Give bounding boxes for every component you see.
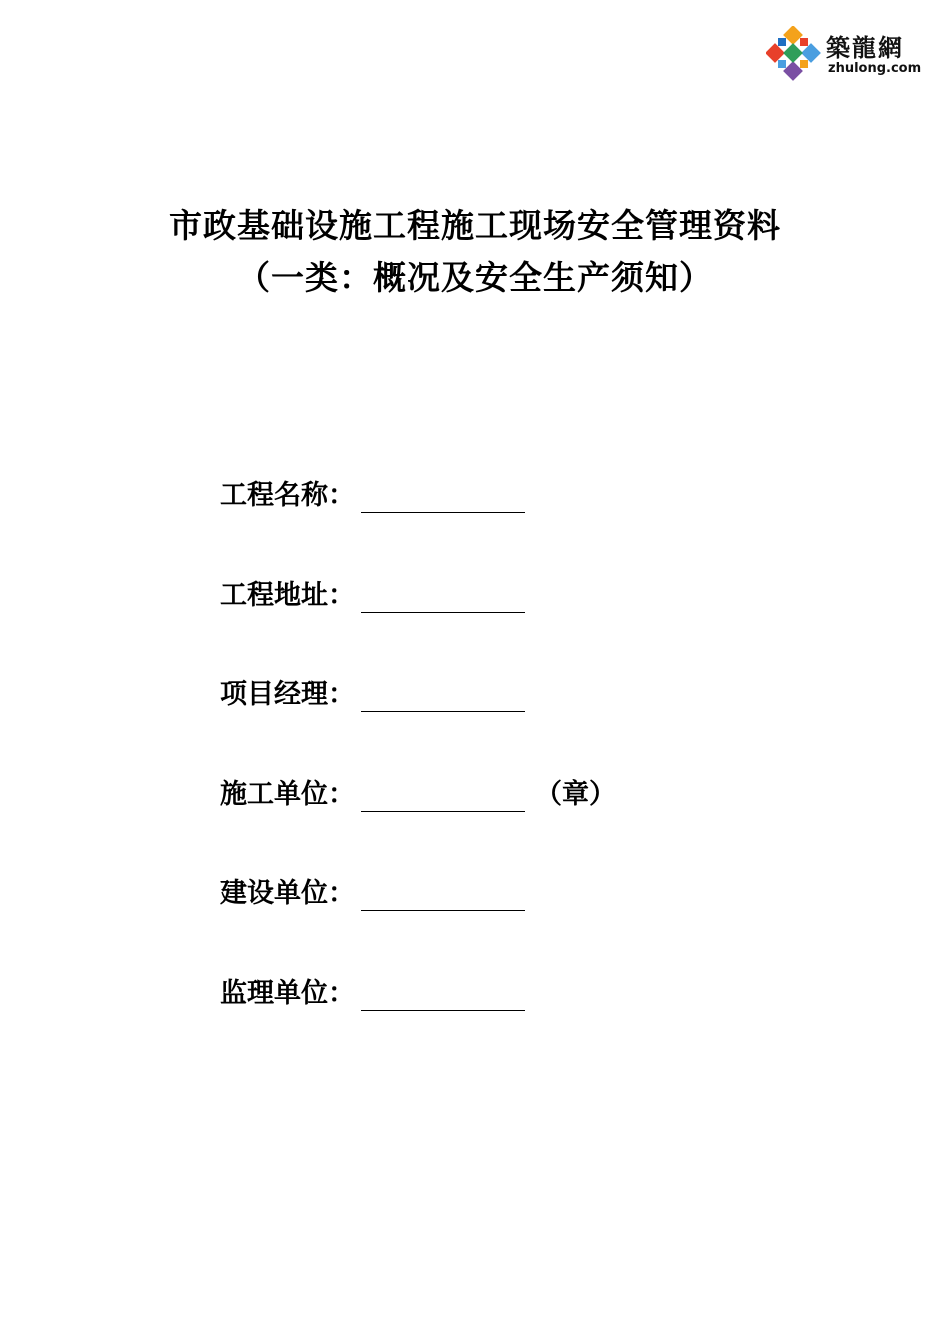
- document-subtitle: （一类：概况及安全生产须知）: [237, 258, 713, 297]
- logo-name-cn: 築龍網: [826, 33, 904, 62]
- field-label: 施工单位：: [220, 779, 355, 810]
- zhulong-logo-icon: [766, 26, 822, 82]
- document-title: 市政基础设施工程施工现场安全管理资料: [169, 206, 781, 245]
- field-owner-unit: [220, 876, 525, 916]
- field-project-name: [220, 478, 525, 518]
- project-address-blank[interactable]: [361, 578, 525, 613]
- field-label: 监理单位：: [220, 978, 355, 1009]
- field-construction-unit: [220, 777, 616, 817]
- field-project-address: [220, 578, 525, 618]
- project-manager-blank[interactable]: [361, 677, 525, 712]
- zhulong-logo: [766, 24, 926, 84]
- seal-note: （章）: [535, 779, 616, 810]
- project-name-blank[interactable]: [361, 478, 525, 513]
- field-label: 工程地址：: [220, 580, 355, 611]
- owner-unit-blank[interactable]: [361, 876, 525, 911]
- field-label: 建设单位：: [220, 878, 355, 909]
- field-label: 工程名称：: [220, 480, 355, 511]
- field-project-manager: [220, 677, 525, 717]
- field-label: 项目经理：: [220, 679, 355, 710]
- supervision-unit-blank[interactable]: [361, 976, 525, 1011]
- construction-unit-blank[interactable]: [361, 777, 525, 812]
- logo-name-en: zhulong.com: [828, 61, 922, 76]
- field-supervision-unit: [220, 976, 525, 1016]
